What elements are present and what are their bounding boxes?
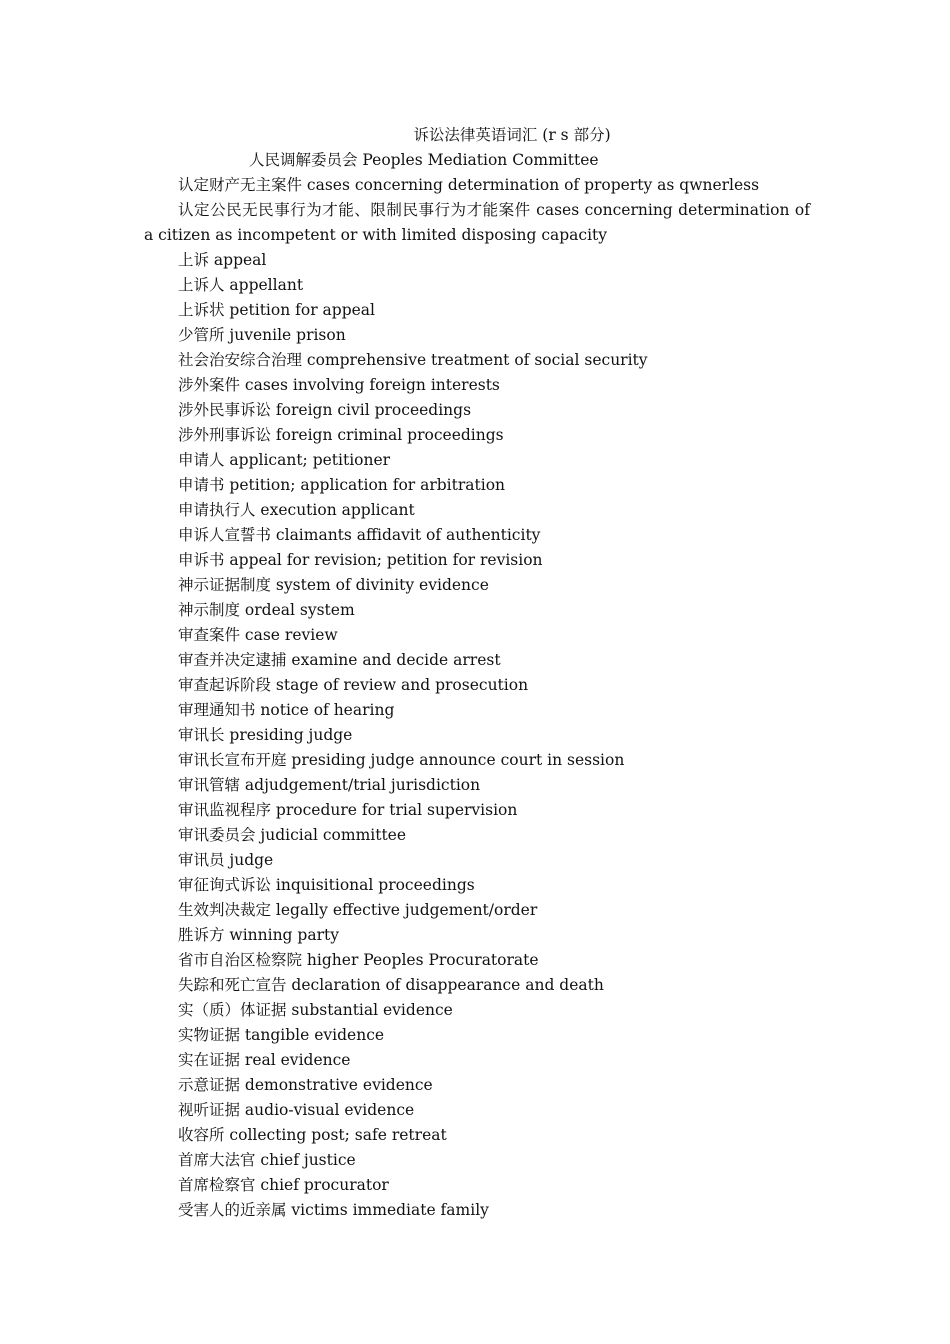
- document-title: 诉讼法律英语词汇 (r s 部分): [413, 126, 611, 144]
- glossary-entry: 认定财产无主案件 cases concerning determination of property as qwnerless: [178, 176, 760, 194]
- glossary-entry: 上诉 appeal: [178, 251, 267, 269]
- glossary-entry: 审讯委员会 judicial committee: [178, 826, 407, 844]
- glossary-entry: 审讯监视程序 procedure for trial supervision: [178, 801, 518, 819]
- glossary-entry: 实在证据 real evidence: [178, 1051, 351, 1069]
- glossary-entry: 审查并决定逮捕 examine and decide arrest: [178, 651, 501, 669]
- glossary-entry: 失踪和死亡宣告 declaration of disappearance and death: [178, 976, 604, 994]
- glossary-entry: 视听证据 audio-visual evidence: [178, 1101, 415, 1119]
- glossary-entry: 少管所 juvenile prison: [178, 326, 346, 344]
- glossary-entry: 上诉人 appellant: [178, 276, 304, 294]
- glossary-entry: 生效判决裁定 legally effective judgement/order: [178, 901, 538, 919]
- glossary-entry: 首席大法官 chief justice: [178, 1151, 356, 1169]
- glossary-entry: 审理通知书 notice of hearing: [178, 701, 395, 719]
- glossary-entry: 涉外刑事诉讼 foreign criminal proceedings: [178, 426, 504, 444]
- glossary-entry: 审讯管辖 adjudgement/trial jurisdiction: [178, 776, 481, 794]
- glossary-entry: 实（质）体证据 substantial evidence: [178, 1001, 453, 1019]
- glossary-entry: 实物证据 tangible evidence: [178, 1026, 385, 1044]
- glossary-entry: 涉外民事诉讼 foreign civil proceedings: [178, 401, 472, 419]
- glossary-entry: 审讯长 presiding judge: [178, 726, 353, 744]
- glossary-entry: 审查起诉阶段 stage of review and prosecution: [178, 676, 529, 694]
- glossary-entry: 审查案件 case review: [178, 626, 338, 644]
- glossary-entry: 审讯员 judge: [178, 851, 274, 869]
- glossary-entry: 认定公民无民事行为才能、限制民事行为才能案件 cases concerning determination of a citizen as incompetent or with limited disposing capacity: [144, 201, 810, 244]
- glossary-entry: 收容所 collecting post; safe retreat: [178, 1126, 447, 1144]
- glossary-entry: 申诉书 appeal for revision; petition for revision: [178, 551, 543, 569]
- glossary-entry: 社会治安综合治理 comprehensive treatment of social security: [178, 351, 648, 369]
- glossary-entry: 涉外案件 cases involving foreign interests: [178, 376, 500, 394]
- glossary-entry: 省市自治区检察院 higher Peoples Procuratorate: [178, 951, 539, 969]
- glossary-entry: 受害人的近亲属 victims immediate family: [178, 1201, 489, 1219]
- glossary-entry: 申请书 petition; application for arbitration: [178, 476, 506, 494]
- glossary-entry: 示意证据 demonstrative evidence: [178, 1076, 433, 1094]
- glossary-entry: 神示证据制度 system of divinity evidence: [178, 576, 489, 594]
- glossary-entry: 上诉状 petition for appeal: [178, 301, 375, 319]
- glossary-entry: 申诉人宣誓书 claimants affidavit of authenticity: [178, 526, 541, 544]
- glossary-entry: 首席检察官 chief procurator: [178, 1176, 389, 1194]
- glossary-entry: 审征询式诉讼 inquisitional proceedings: [178, 876, 475, 894]
- glossary-entry: 审讯长宣布开庭 presiding judge announce court in session: [178, 751, 625, 769]
- glossary-entry: 申请人 applicant; petitioner: [178, 451, 391, 469]
- glossary-entry: 申请执行人 execution applicant: [178, 501, 415, 519]
- glossary-entry: 胜诉方 winning party: [178, 926, 339, 944]
- document-subtitle: 人民调解委员会 Peoples Mediation Committee: [249, 151, 599, 169]
- glossary-entry: 神示制度 ordeal system: [178, 601, 355, 619]
